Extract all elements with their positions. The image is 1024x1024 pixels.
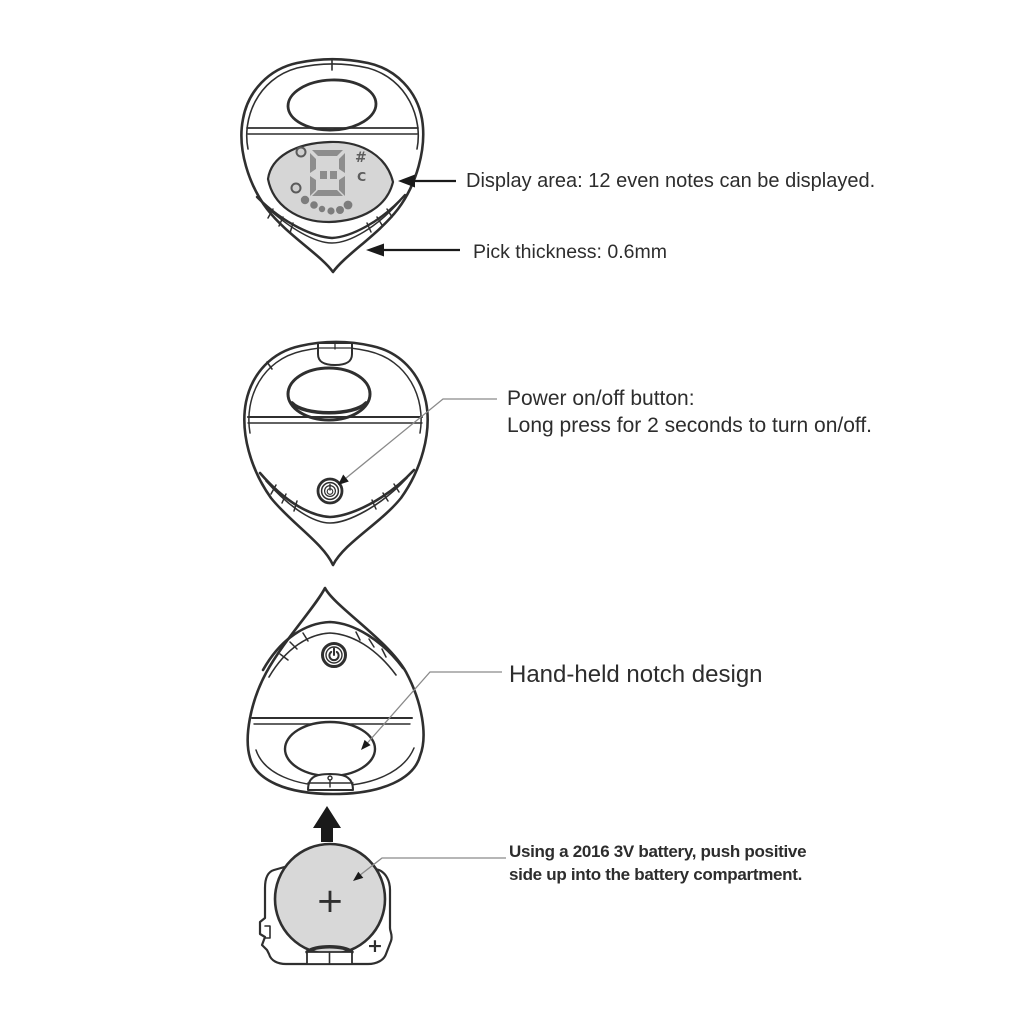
battery-label (509, 840, 806, 886)
notch-label: Hand-held notch design (509, 661, 763, 688)
power-button-label (507, 385, 872, 439)
power-button-label-line1: Power on/off button: (507, 387, 695, 410)
power-button-label-line2: Long press for 2 seconds to turn on/off. (507, 414, 873, 437)
power-arrowhead (338, 475, 349, 486)
display-area-label: Display area: 12 even notes can be displayed. (466, 170, 876, 192)
battery-label-line1: Using a 2016 3V battery, push positive (509, 842, 807, 861)
power-leader-line (340, 399, 497, 483)
display-arrowhead (398, 175, 415, 188)
sharp-symbol: # (355, 150, 367, 166)
holder-polarity-plus: + (367, 935, 383, 957)
battery-leader-line (355, 858, 506, 879)
pick-thickness-label: Pick thickness: 0.6mm (473, 241, 667, 263)
cell-polarity-plus: + (315, 881, 345, 921)
note-letter: C (357, 169, 367, 184)
battery-label-line2: side up into the battery compartment. (509, 865, 803, 884)
thickness-arrowhead (366, 244, 384, 257)
notch-leader-line (363, 672, 502, 748)
insert-up-arrow (313, 806, 341, 842)
